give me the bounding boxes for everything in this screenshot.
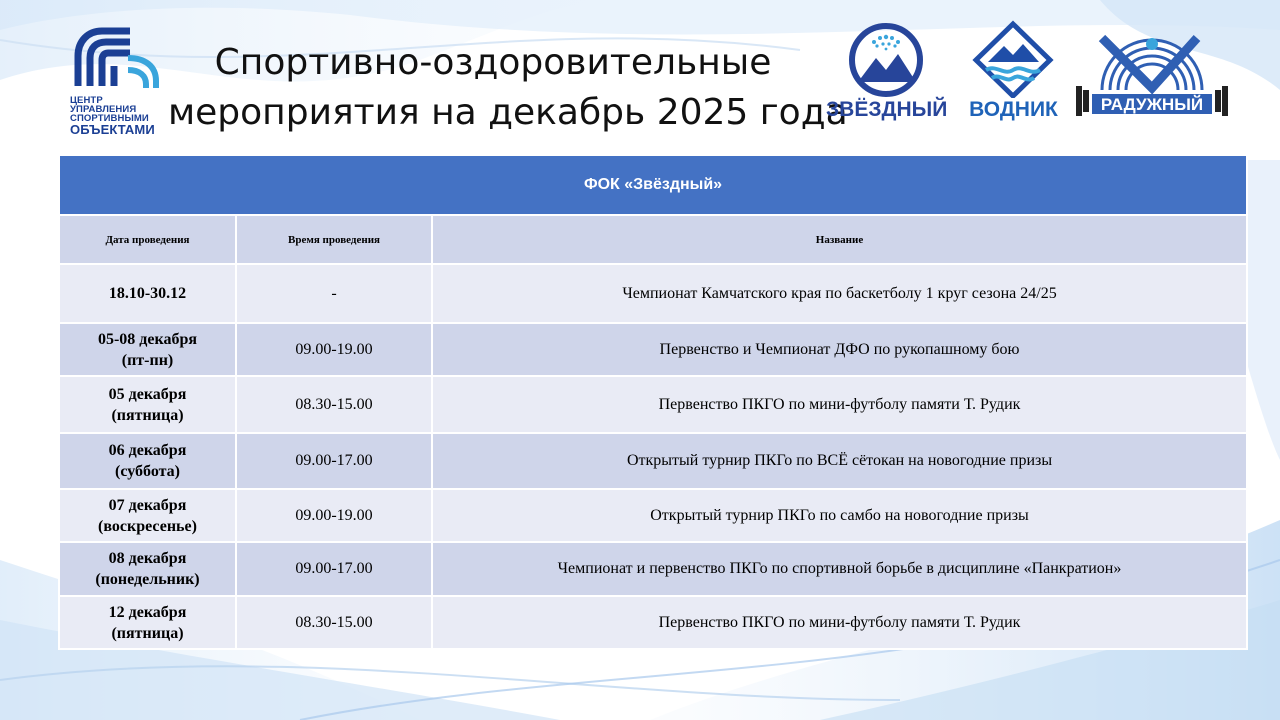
table-row bbox=[59, 542, 1247, 596]
zvezdny-logo-name: ЗВЁЗДНЫЙ bbox=[826, 98, 948, 121]
cell-date bbox=[59, 489, 236, 542]
date-line-1: 06 декабря bbox=[108, 442, 187, 459]
cu-logo bbox=[70, 26, 165, 136]
table-row bbox=[59, 489, 1247, 542]
cell-time: - bbox=[236, 264, 432, 323]
vodnik-logo bbox=[966, 20, 1061, 125]
vodnik-logo-name: ВОДНИК bbox=[969, 98, 1058, 121]
date-line-1: 05-08 декабря bbox=[97, 330, 198, 348]
cell-time: 08.30-15.00 bbox=[236, 596, 432, 649]
date-line-1: 18.10-30.12 bbox=[108, 285, 187, 302]
cell-time: 09.00-19.00 bbox=[236, 489, 432, 542]
table-header-row bbox=[59, 215, 1247, 264]
date-line-2: (пятница) bbox=[111, 624, 184, 642]
cell-name: Открытый турнир ПКГо по самбо на новогодние призы bbox=[432, 489, 1247, 542]
cell-name: Открытый турнир ПКГо по ВСЁ сётокан на новогодние призы bbox=[432, 433, 1247, 489]
date-line-2: (пятница) bbox=[111, 406, 184, 424]
cell-time: 08.30-15.00 bbox=[236, 376, 432, 433]
title-line-1: Спортивно-оздоровительные bbox=[214, 42, 772, 83]
raduzhny-logo-name: РАДУЖНЫЙ bbox=[1100, 95, 1204, 114]
cell-date bbox=[59, 264, 236, 323]
cell-name: Первенство и Чемпионат ДФО по рукопашному бою bbox=[432, 323, 1247, 376]
cell-date bbox=[59, 323, 236, 376]
raduzhny-logo bbox=[1072, 30, 1232, 120]
table-row bbox=[59, 433, 1247, 489]
cell-name: Чемпионат и первенство ПКГо по спортивной борьбе в дисциплине «Панкратион» bbox=[432, 542, 1247, 596]
table-row bbox=[59, 376, 1247, 433]
page-title bbox=[168, 38, 848, 138]
date-line-2: (пт-пн) bbox=[121, 351, 174, 369]
cu-stripes-logo-icon bbox=[70, 26, 165, 96]
column-header-name: Название bbox=[432, 215, 1247, 264]
rainbow-barbell-logo-icon bbox=[1072, 30, 1232, 120]
date-line-1: 12 декабря bbox=[108, 603, 187, 621]
zvezdny-logo bbox=[826, 20, 946, 125]
cu-logo-line3: ОБЪЕКТАМИ bbox=[70, 122, 155, 137]
cell-date bbox=[59, 596, 236, 649]
date-line-2: (суббота) bbox=[115, 463, 180, 480]
cell-time: 09.00-17.00 bbox=[236, 542, 432, 596]
date-line-2: (понедельник) bbox=[95, 571, 200, 588]
date-line-1: 07 декабря bbox=[108, 496, 187, 514]
events-table bbox=[58, 154, 1248, 650]
mountain-stars-logo-icon bbox=[826, 20, 946, 98]
cell-time: 09.00-19.00 bbox=[236, 323, 432, 376]
events-table-wrapper bbox=[58, 154, 1246, 650]
column-header-time: Время проведения bbox=[236, 215, 432, 264]
table-row bbox=[59, 596, 1247, 649]
table-title: ФОК «Звёздный» bbox=[59, 155, 1247, 215]
cell-date bbox=[59, 376, 236, 433]
title-line-2: мероприятия на декабрь 2025 года bbox=[168, 92, 848, 133]
date-line-1: 05 декабря bbox=[108, 385, 187, 403]
date-line-2: (воскресенье) bbox=[98, 517, 197, 535]
column-header-date: Дата проведения bbox=[59, 215, 236, 264]
table-row bbox=[59, 323, 1247, 376]
cell-date bbox=[59, 542, 236, 596]
mountain-waves-logo-icon bbox=[966, 20, 1061, 98]
cu-logo-line2: СПОРТИВНЫМИ bbox=[70, 113, 149, 124]
cell-name: Первенство ПКГО по мини-футболу памяти Т. Рудик bbox=[432, 596, 1247, 649]
cell-name: Первенство ПКГО по мини-футболу памяти Т. Рудик bbox=[432, 376, 1247, 433]
table-title-row bbox=[59, 155, 1247, 215]
date-line-1: 08 декабря bbox=[108, 550, 187, 567]
cell-time: 09.00-17.00 bbox=[236, 433, 432, 489]
cu-logo-line1: ЦЕНТР УПРАВЛЕНИЯ bbox=[70, 95, 137, 115]
cell-date bbox=[59, 433, 236, 489]
cell-name: Чемпионат Камчатского края по баскетболу 1 круг сезона 24/25 bbox=[432, 264, 1247, 323]
table-row bbox=[59, 264, 1247, 323]
